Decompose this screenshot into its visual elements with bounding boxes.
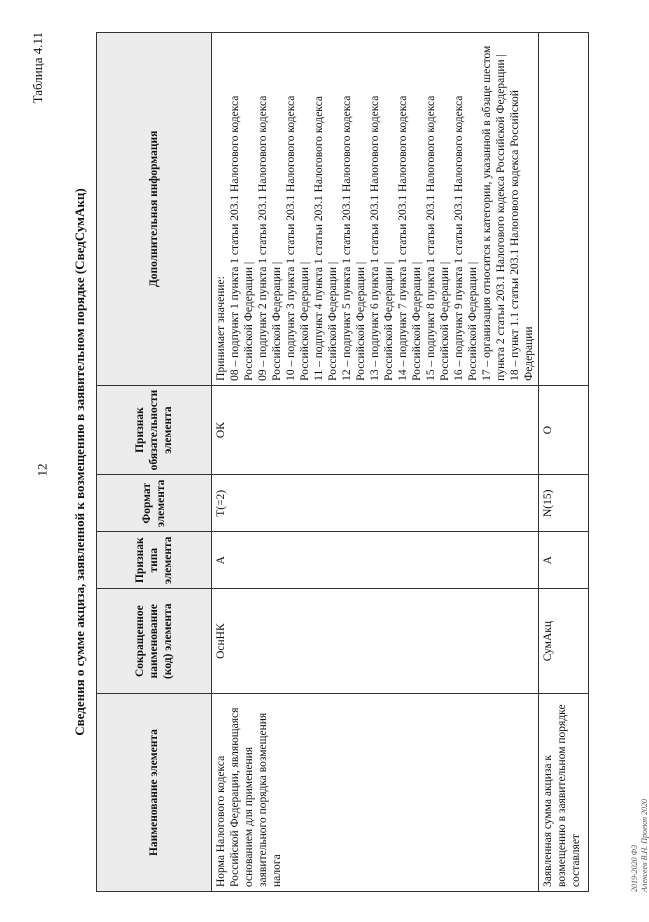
column-header-required: Признак обязательности элемента xyxy=(97,385,212,475)
document-title: Сведения о сумме акциза, заявленной к возмещению в заявительном порядке (СведСумАкц) xyxy=(72,188,87,736)
column-header-code: Сокращенное наименование (код) элемента xyxy=(97,589,212,694)
column-header-info: Дополнительная информация xyxy=(97,33,212,386)
cell-name: Заявленная сумма акциза к возмещению в заявительном порядке составляет xyxy=(539,694,589,892)
info-line: 09 – подпункт 2 пункта 1 статьи 203.1 Налогового кодекса Российской Федерации | xyxy=(257,95,284,381)
info-line: 18 – пункт 1.1 статьи 203.1 Налогового кодекса Российской Федерации xyxy=(509,90,536,381)
cell-type: А xyxy=(539,532,589,589)
info-line: 14 – подпункт 7 пункта 1 статьи 203.1 Налогового кодекса Российской Федерации | xyxy=(397,95,424,381)
cell-name: Норма Налогового кодекса Российской Федерации, являющаяся основанием для применения заявительного порядка возмещения налога xyxy=(212,694,539,892)
column-header-name: Наименование элемента xyxy=(97,694,212,892)
cell-required: ОК xyxy=(212,385,539,475)
footer-stamp xyxy=(630,799,649,892)
column-header-format: Формат элемента xyxy=(97,475,212,532)
table-header-row xyxy=(97,33,212,892)
page-number: 12 xyxy=(34,463,50,477)
table-row xyxy=(212,33,539,892)
stamp-line: 2019-2020 ФЗ xyxy=(630,844,639,892)
cell-type: А xyxy=(212,532,539,589)
info-line: 16 – подпункт 9 пункта 1 статьи 203.1 Налогового кодекса Российской Федерации | xyxy=(453,95,480,381)
info-line: 15 – подпункт 8 пункта 1 статьи 203.1 Налогового кодекса Российской Федерации | xyxy=(425,95,452,381)
info-line: Принимает значение: xyxy=(215,276,227,381)
stamp-line: Алексеев В.Н. Проект 2020 xyxy=(639,799,649,892)
info-line: 12 – подпункт 5 пункта 1 статьи 203.1 Налогового кодекса Российской Федерации | xyxy=(341,95,368,381)
info-line: 13 – подпункт 6 пункта 1 статьи 203.1 Налогового кодекса Российской Федерации | xyxy=(369,95,396,381)
rotated-page-content xyxy=(30,32,649,892)
cell-format: Т(=2) xyxy=(212,475,539,532)
info-line: 17 – организация относится к категории, указанной в абзаце шестом пункта 2 статьи 203.1 Налогового кодекса Российской Федерации | xyxy=(481,45,508,381)
cell-required: О xyxy=(539,385,589,475)
cell-format: N(15) xyxy=(539,475,589,532)
info-line: 10 – подпункт 3 пункта 1 статьи 203.1 Налогового кодекса Российской Федерации | xyxy=(285,95,312,381)
cell-code: ОснНК xyxy=(212,589,539,694)
info-line: 08 – подпункт 1 пункта 1 статьи 203.1 Налогового кодекса Российской Федерации | xyxy=(229,95,256,381)
element-spec-table xyxy=(96,32,589,892)
info-line: 11 – подпункт 4 пункта 1 статьи 203.1 Налогового кодекса Российской Федерации | xyxy=(313,96,340,381)
column-header-type: Признак типа элемента xyxy=(97,532,212,589)
cell-info xyxy=(539,33,589,386)
cell-code: СумАкц xyxy=(539,589,589,694)
table-label: Таблица 4.11 xyxy=(30,32,45,104)
table-row xyxy=(539,33,589,892)
cell-info xyxy=(212,33,539,386)
